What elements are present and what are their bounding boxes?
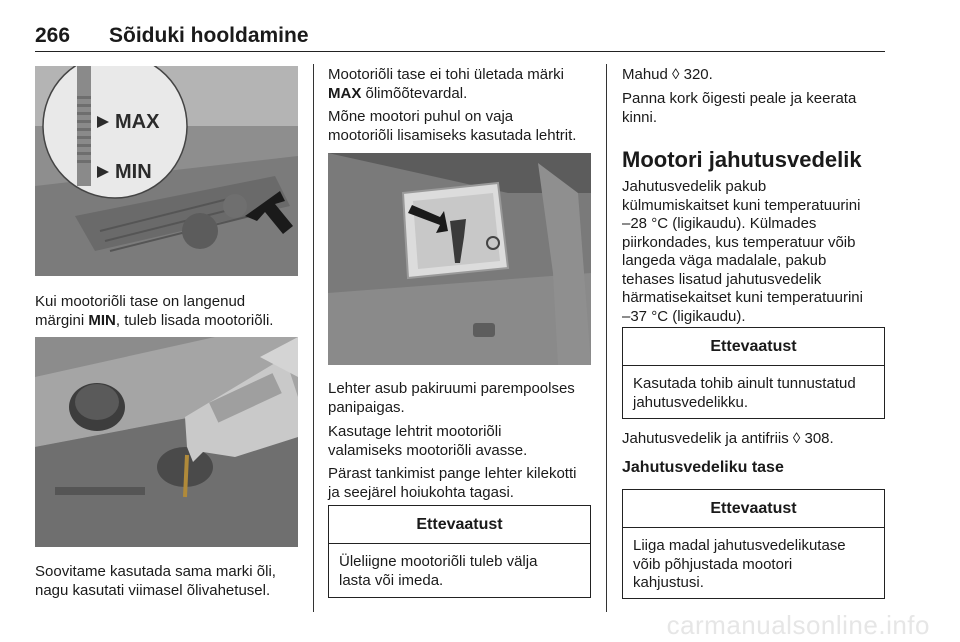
- warning-title: Ettevaatust: [329, 506, 590, 544]
- paragraph-antifreeze-ref: Jahutusvedelik ja antifriis ◊ 308.: [622, 430, 834, 447]
- paragraph-oil-brand: Soovitame kasutada sama marki õli, nagu kasutati viimasel õlivahetusel.: [35, 563, 276, 599]
- page-header: [35, 22, 885, 52]
- oil-filling-illustration: [35, 337, 298, 547]
- paragraph-capacities-ref: Mahud ◊ 320.: [622, 66, 713, 83]
- paragraph-min-level: Kui mootoriõli tase on langenud märgini MIN, tuleb lisada mootoriõli.: [35, 293, 274, 329]
- paragraph-coolant-protection: Jahutusvedelik pakub külmumiskaitset kuni temperatuurini –28 °C (ligikaudu). Külmades piirkondades, kus temperatuur võib langeda väga madalale, pakub tehases lisatud jahutusvedelik härmatisekaitset kuni temperatuurini –37 °C (ligikaudu).: [622, 178, 863, 325]
- paragraph-store-funnel: Pärast tankimist pange lehter kilekotti ja seejärel hoiukohta tagasi.: [328, 465, 577, 501]
- page-title: Sõiduki hooldamine: [109, 24, 309, 47]
- warning-title: Ettevaatust: [623, 328, 884, 366]
- paragraph-funnel-location: Lehter asub pakiruumi parempoolses panipaigas.: [328, 380, 575, 416]
- warning-title: Ettevaatust: [623, 490, 884, 528]
- warning-box-approved-coolant: [622, 327, 885, 419]
- paragraph-funnel-needed: Mõne mootori puhul on vaja mootoriõli lisamiseks kasutada lehtrit.: [328, 108, 577, 144]
- heading-engine-coolant: Mootori jahutusvedelik: [622, 147, 862, 172]
- max-mark-label: MAX: [115, 111, 160, 133]
- warning-text: Liiga madal jahutusvedelikutase võib põhjustada mootori kahjustusi.: [633, 537, 846, 591]
- trunk-illustration: [328, 153, 591, 365]
- dipstick-engine-photo: [35, 66, 298, 276]
- funnel-storage-photo: [328, 153, 591, 365]
- engine-illustration: [35, 66, 298, 276]
- heading-coolant-level: Jahutusvedeliku tase: [622, 459, 784, 476]
- warning-text: Üleliigne mootoriõli tuleb välja lasta või imeda.: [339, 553, 538, 589]
- warning-box-excess-oil: [328, 505, 591, 598]
- paragraph-max-level: Mootoriõli tase ei tohi ületada märki MAX õlimõõtevardal.: [328, 66, 564, 102]
- warning-box-low-coolant: [622, 489, 885, 599]
- paragraph-close-cap: Panna kork õigesti peale ja keerata kinni.: [622, 90, 857, 126]
- watermark: carmanualsonline.info: [666, 610, 930, 640]
- warning-text: Kasutada tohib ainult tunnustatud jahutusvedelikku.: [633, 375, 856, 411]
- min-mark-label: MIN: [115, 161, 152, 183]
- column-divider: [313, 64, 314, 612]
- column-divider: [606, 64, 607, 612]
- page-number: 266: [35, 24, 71, 47]
- oil-filling-photo: [35, 337, 298, 547]
- paragraph-use-funnel: Kasutage lehtrit mootoriõli valamiseks mootoriõli avasse.: [328, 423, 528, 459]
